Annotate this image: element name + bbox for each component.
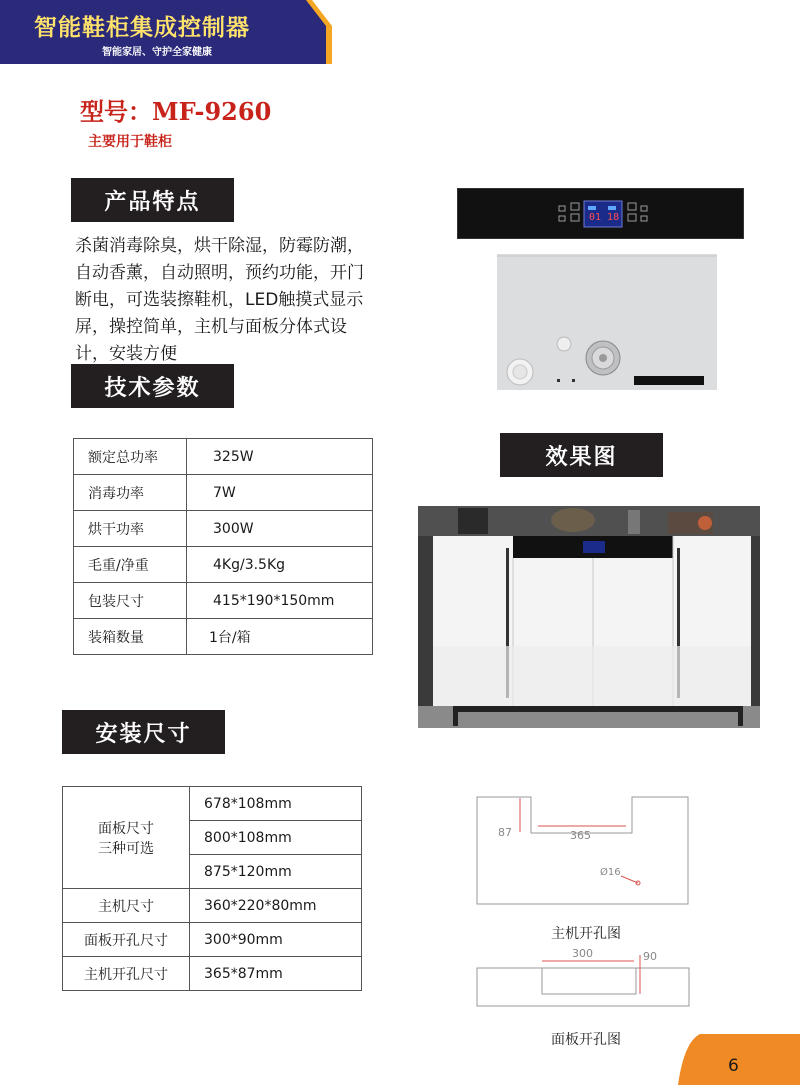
spec-value: 300W bbox=[187, 511, 373, 547]
install-value: 360*220*80mm bbox=[190, 889, 362, 923]
page-number: 6 bbox=[728, 1056, 739, 1076]
spec-value: 7W bbox=[187, 475, 373, 511]
features-line: 自动香薰，自动照明，预约功能，开门 bbox=[75, 263, 364, 283]
table-row bbox=[63, 787, 362, 821]
installation-heading: 安装尺寸 bbox=[62, 710, 225, 754]
spec-value: 4Kg/3.5Kg bbox=[187, 547, 373, 583]
host-cutout-width-label: 365 bbox=[570, 829, 591, 842]
table-row bbox=[74, 619, 373, 655]
spec-key: 包装尺寸 bbox=[74, 583, 187, 619]
panel-size-key bbox=[63, 787, 190, 889]
installation-table bbox=[62, 786, 362, 991]
header-banner bbox=[0, 0, 332, 64]
spec-key: 消毒功率 bbox=[74, 475, 187, 511]
effect-heading: 效果图 bbox=[500, 433, 663, 477]
spec-value: 415*190*150mm bbox=[187, 583, 373, 619]
features-text bbox=[75, 233, 420, 368]
host-cutout-height-label: 87 bbox=[498, 826, 512, 839]
panel-size-value: 678*108mm bbox=[190, 787, 362, 821]
panel-size-key-line1: 面板尺寸 bbox=[98, 820, 154, 837]
model-label: 型号：MF-9260 bbox=[80, 97, 272, 126]
features-line: 杀菌消毒除臭，烘干除湿，防霉防潮， bbox=[75, 236, 364, 256]
table-row bbox=[74, 439, 373, 475]
spec-key: 烘干功率 bbox=[74, 511, 187, 547]
host-unit-graphic bbox=[497, 254, 717, 390]
table-row bbox=[74, 475, 373, 511]
page-number-tab bbox=[678, 1034, 800, 1085]
install-value: 300*90mm bbox=[190, 923, 362, 957]
effect-image bbox=[418, 506, 760, 728]
spec-value: 325W bbox=[187, 439, 373, 475]
table-row bbox=[63, 957, 362, 991]
panel-cutout-drawing bbox=[476, 946, 690, 1012]
control-panel-image bbox=[457, 188, 744, 239]
cabinet-render-graphic bbox=[418, 506, 760, 728]
panel-size-value: 875*120mm bbox=[190, 855, 362, 889]
table-row bbox=[74, 547, 373, 583]
host-unit-image bbox=[497, 254, 717, 390]
table-row bbox=[74, 511, 373, 547]
panel-cutout-height-label: 90 bbox=[643, 950, 657, 963]
install-key: 面板开孔尺寸 bbox=[63, 923, 190, 957]
install-value: 365*87mm bbox=[190, 957, 362, 991]
panel-size-key-line2: 三种可选 bbox=[98, 840, 154, 857]
host-cutout-drawing bbox=[476, 796, 690, 910]
panel-size-value: 800*108mm bbox=[190, 821, 362, 855]
specs-table bbox=[73, 438, 373, 655]
banner-title: 智能鞋柜集成控制器 bbox=[34, 15, 250, 41]
host-cutout-hole-label: Ø16 bbox=[600, 867, 621, 878]
install-key: 主机尺寸 bbox=[63, 889, 190, 923]
spec-key: 额定总功率 bbox=[74, 439, 187, 475]
banner-subtitle: 智能家居、守护全家健康 bbox=[102, 47, 212, 58]
table-row bbox=[63, 923, 362, 957]
specs-heading: 技术参数 bbox=[71, 364, 234, 408]
table-row bbox=[74, 583, 373, 619]
model-usage: 主要用于鞋柜 bbox=[88, 134, 172, 150]
panel-cutout-width-label: 300 bbox=[572, 947, 593, 960]
panel-display-digits: 01 18 bbox=[589, 212, 620, 223]
host-cutout-caption: 主机开孔图 bbox=[551, 926, 621, 942]
panel-cutout-caption: 面板开孔图 bbox=[551, 1032, 621, 1048]
install-key: 主机开孔尺寸 bbox=[63, 957, 190, 991]
features-heading: 产品特点 bbox=[71, 178, 234, 222]
features-line: 屏，操控简单，主机与面板分体式设 bbox=[75, 317, 347, 337]
spec-key: 装箱数量 bbox=[74, 619, 187, 655]
spec-key: 毛重/净重 bbox=[74, 547, 187, 583]
table-row bbox=[63, 889, 362, 923]
spec-value: 1台/箱 bbox=[187, 619, 373, 655]
host-cutout-graphic bbox=[476, 796, 690, 906]
features-line: 断电，可选装擦鞋机，LED触摸式显示 bbox=[75, 290, 364, 310]
features-line: 计，安装方便 bbox=[75, 344, 177, 364]
